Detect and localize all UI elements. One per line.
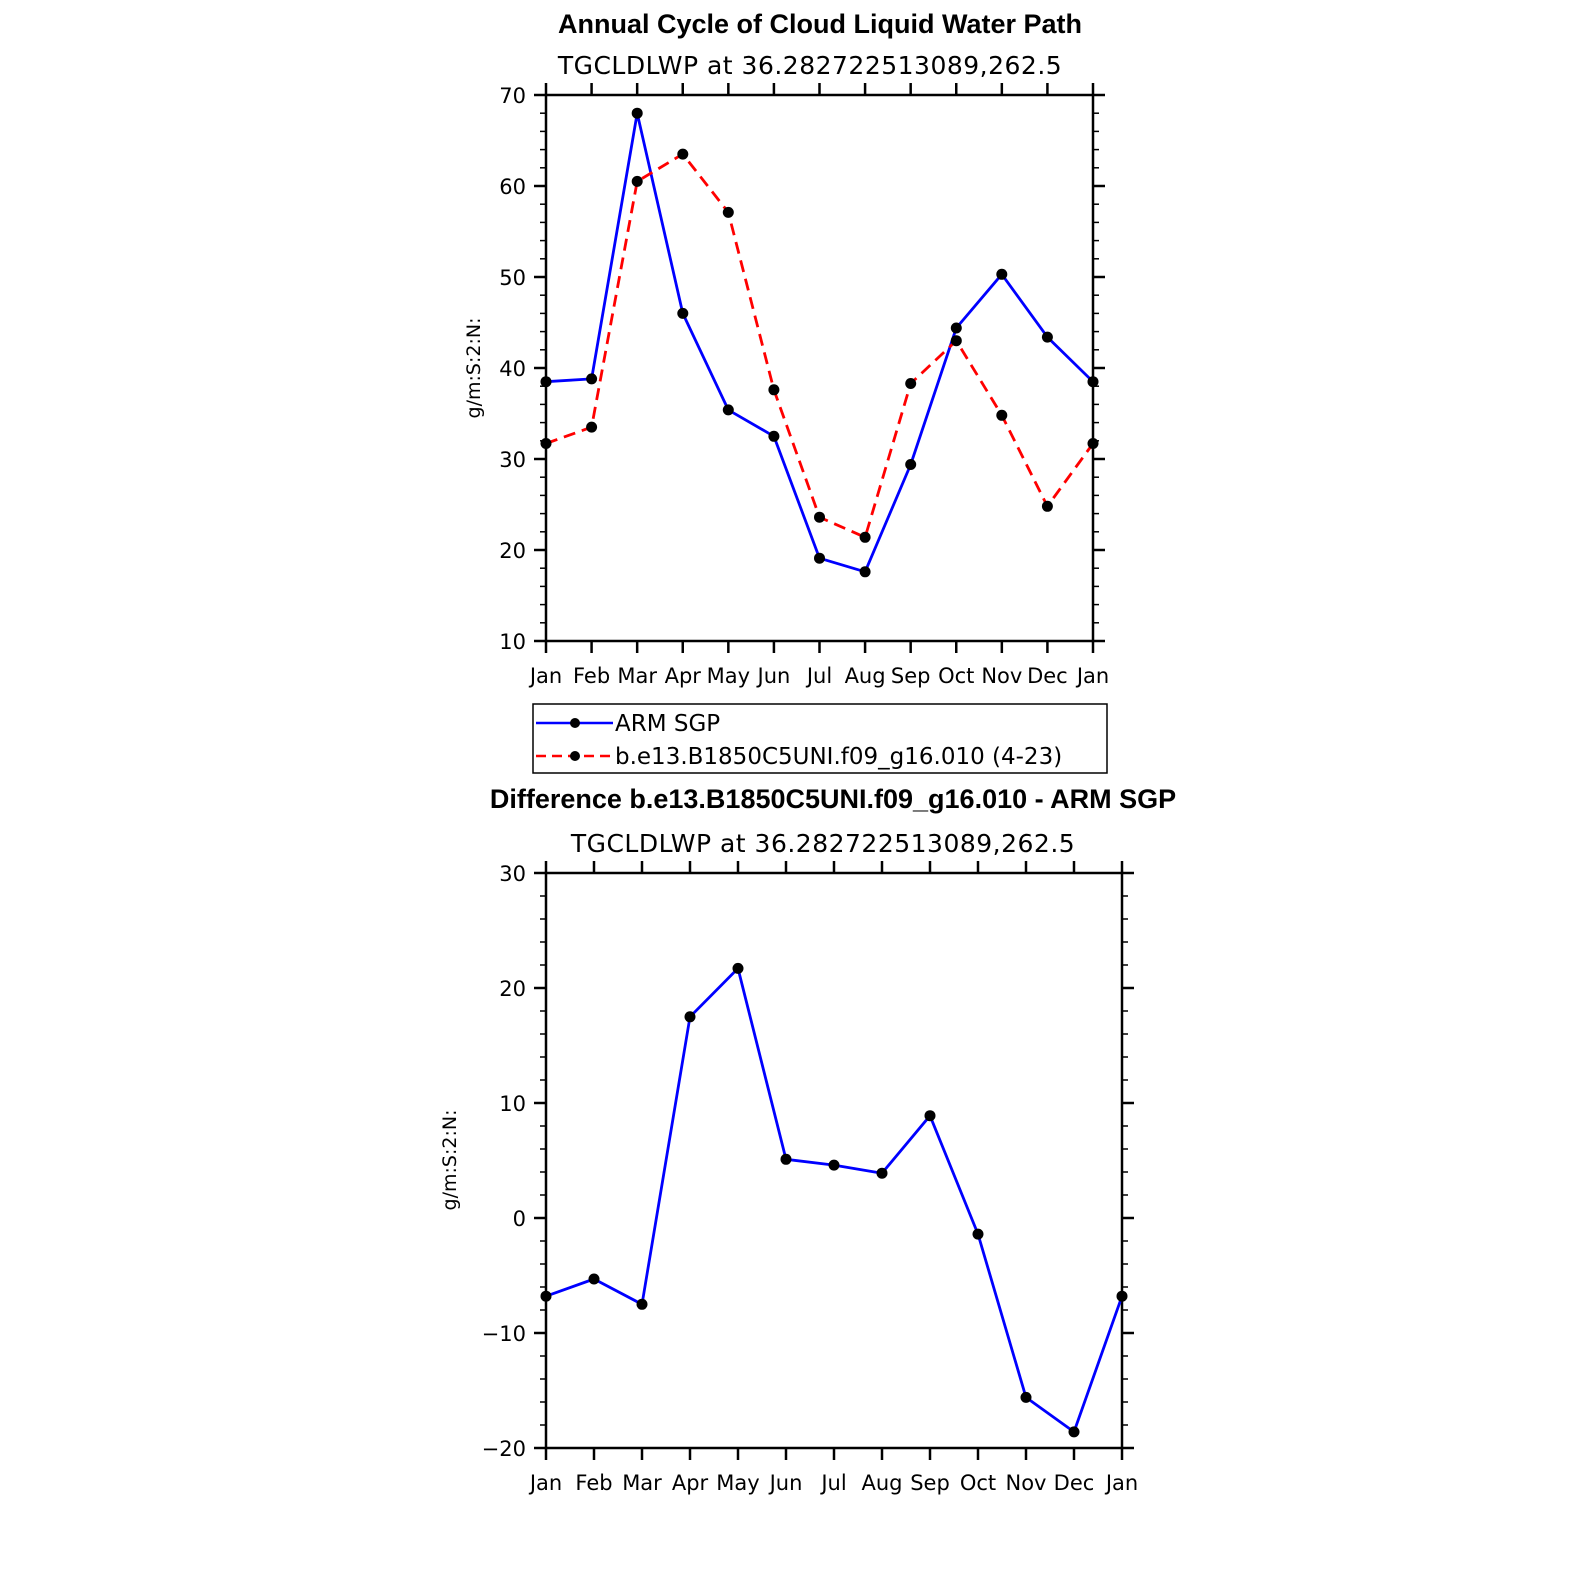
legend-marker-model — [570, 751, 580, 761]
data-point — [996, 410, 1007, 421]
data-point — [860, 532, 871, 543]
legend-marker-arm — [570, 718, 580, 728]
difference-series — [541, 963, 1128, 1438]
x-tick-label: Sep — [890, 664, 931, 688]
legend-label-arm: ARM SGP — [615, 711, 721, 737]
series-line-0 — [546, 113, 1093, 572]
y-tick-label: 60 — [499, 175, 526, 199]
data-point — [829, 1160, 840, 1171]
y-tick-label: 20 — [499, 977, 526, 1001]
x-tick-label: Nov — [981, 664, 1023, 688]
x-tick-label: Apr — [671, 1471, 709, 1495]
x-tick-label: Apr — [664, 664, 701, 688]
x-tick-label: Jun — [757, 664, 791, 688]
data-point — [768, 431, 779, 442]
annual-cycle-title: Annual Cycle of Cloud Liquid Water Path — [557, 9, 1083, 39]
difference-panel — [439, 784, 1176, 1495]
annual-cycle-ylabel: g/m:S:2:N: — [463, 317, 485, 419]
x-tick-label: Mar — [617, 664, 657, 688]
data-point — [877, 1168, 888, 1179]
data-point — [541, 1291, 552, 1302]
data-point — [632, 176, 643, 187]
data-point — [905, 459, 916, 470]
data-point — [973, 1229, 984, 1240]
data-point — [685, 1011, 696, 1022]
y-tick-label: 30 — [499, 862, 526, 886]
y-tick-label: 30 — [499, 448, 526, 472]
data-point — [586, 422, 597, 433]
x-tick-label: Jul — [821, 1471, 847, 1495]
data-point — [814, 553, 825, 564]
y-tick-label: 0 — [512, 1207, 526, 1231]
legend-label-model: b.e13.B1850C5UNI.f09_g16.010 (4-23) — [615, 744, 1063, 770]
series-line-0 — [546, 968, 1122, 1432]
x-tick-label: Jan — [529, 664, 563, 688]
data-point — [1021, 1392, 1032, 1403]
y-tick-label: 70 — [499, 84, 526, 108]
data-point — [905, 378, 916, 389]
annual-cycle-subtitle: TGCLDLWP at 36.282722513089,262.5 — [557, 51, 1063, 80]
x-tick-label: Sep — [910, 1471, 950, 1495]
data-point — [1088, 376, 1099, 387]
x-tick-label: Mar — [622, 1471, 662, 1495]
data-point — [1069, 1426, 1080, 1437]
x-tick-label: May — [716, 1471, 760, 1495]
x-tick-label: Oct — [959, 1471, 997, 1495]
x-tick-label: Jan — [529, 1471, 563, 1495]
data-point — [637, 1299, 648, 1310]
y-tick-label: −10 — [481, 1322, 526, 1346]
data-point — [541, 438, 552, 449]
data-point — [586, 373, 597, 384]
annual-cycle-axes — [499, 83, 1109, 688]
y-tick-label: 40 — [499, 357, 526, 381]
data-point — [860, 566, 871, 577]
data-point — [814, 512, 825, 523]
data-point — [1117, 1291, 1128, 1302]
data-point — [723, 207, 734, 218]
data-point — [1088, 438, 1099, 449]
x-tick-label: Feb — [575, 1471, 613, 1495]
x-tick-label: Nov — [1005, 1471, 1047, 1495]
data-point — [1042, 332, 1053, 343]
data-point — [951, 323, 962, 334]
difference-subtitle: TGCLDLWP at 36.282722513089,262.5 — [570, 829, 1076, 858]
data-point — [1042, 501, 1053, 512]
x-tick-label: Feb — [572, 664, 611, 688]
y-tick-label: 50 — [499, 266, 526, 290]
data-point — [768, 384, 779, 395]
x-tick-label: Jan — [1105, 1471, 1139, 1495]
y-tick-label: 20 — [499, 539, 526, 563]
y-tick-label: −20 — [481, 1437, 526, 1461]
series-line-1 — [546, 154, 1093, 537]
difference-axes — [482, 861, 1139, 1495]
data-point — [951, 335, 962, 346]
data-point — [733, 963, 744, 974]
data-point — [541, 376, 552, 387]
data-point — [632, 108, 643, 119]
data-point — [925, 1110, 936, 1121]
difference-ylabel: g/m:S:2:N: — [439, 1109, 461, 1211]
data-point — [677, 149, 688, 160]
x-tick-label: Dec — [1027, 664, 1068, 688]
x-tick-label: May — [706, 664, 751, 688]
data-point — [677, 308, 688, 319]
data-point — [781, 1154, 792, 1165]
difference-title: Difference b.e13.B1850C5UNI.f09_g16.010 - ARM SGP — [489, 784, 1177, 814]
x-tick-label: Dec — [1053, 1471, 1095, 1495]
x-tick-label: Jun — [769, 1471, 803, 1495]
data-point — [723, 404, 734, 415]
x-tick-label: Jan — [1076, 664, 1110, 688]
data-point — [996, 269, 1007, 280]
y-tick-label: 10 — [499, 1092, 526, 1116]
y-tick-label: 10 — [499, 630, 526, 654]
x-tick-label: Jul — [806, 664, 833, 688]
annual-cycle-panel — [463, 9, 1109, 773]
x-tick-label: Aug — [844, 664, 886, 688]
data-point — [589, 1274, 600, 1285]
x-tick-label: Oct — [938, 664, 975, 688]
legend — [533, 704, 1107, 773]
annual-cycle-series — [541, 108, 1099, 578]
x-tick-label: Aug — [861, 1471, 903, 1495]
